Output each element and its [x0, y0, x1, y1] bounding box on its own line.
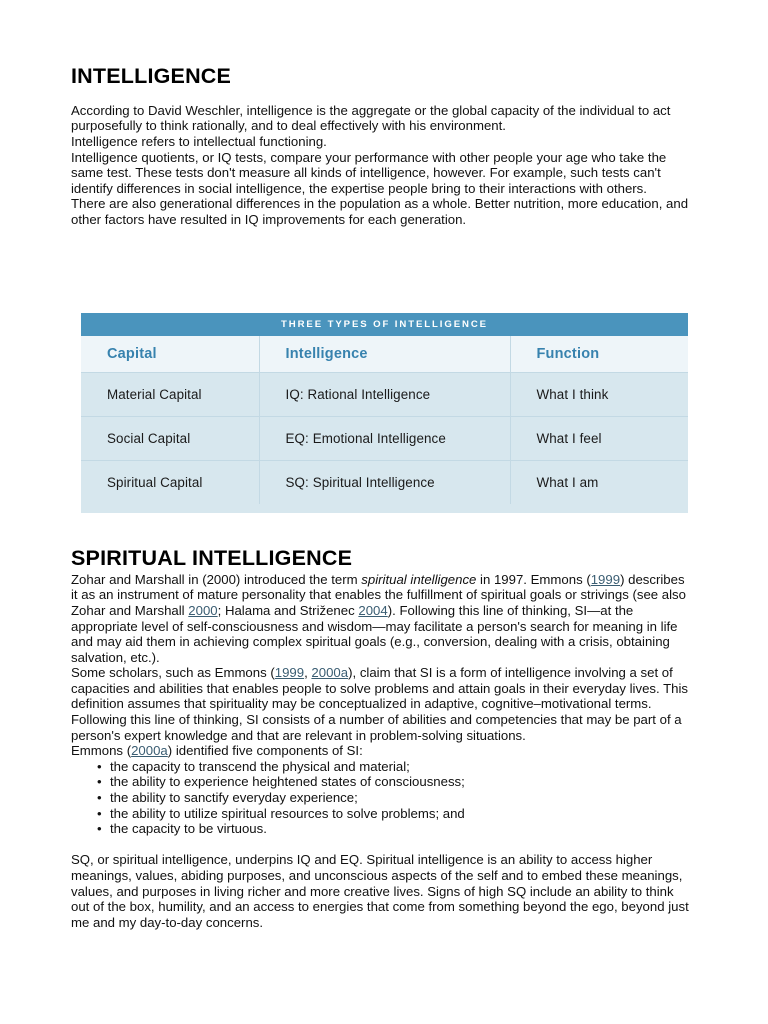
- cell-capital-material: Material Capital: [81, 373, 259, 417]
- bullet-icon: •: [97, 821, 102, 837]
- paragraph-iq-tests: Intelligence quotients, or IQ tests, compare your performance with other people your age who take the same test. These tests don't measure all kinds of intelligence, however. For example, such tests can't identify differences in social intelligence, the expertise people bring to their interactions with others.: [71, 149, 667, 196]
- text-fragment: Emmons (: [71, 743, 132, 759]
- paragraph-intellectual-functioning: Intelligence refers to intellectual functioning.: [71, 133, 327, 149]
- section-title-spiritual-intelligence: SPIRITUAL INTELLIGENCE: [71, 546, 353, 570]
- section-intelligence: [71, 64, 689, 227]
- list-item: [97, 821, 689, 837]
- list-item: [97, 774, 689, 790]
- table-title-row: [81, 313, 688, 336]
- citation-link-1999b[interactable]: 1999: [274, 665, 305, 681]
- citation-link-1999[interactable]: 1999: [590, 571, 621, 587]
- cell-function-feel: What I feel: [510, 417, 688, 461]
- text-fragment: Some scholars, such as Emmons (: [71, 665, 275, 681]
- column-header-function: Function: [510, 336, 688, 373]
- paragraph-emmons-components: [71, 743, 689, 759]
- text-fragment: Zohar and Marshall in (2000) introduced the term: [71, 571, 362, 587]
- paragraph-generational: There are also generational differences in the population as a whole. Better nutrition, more education, and other factors have resulted in IQ improvements for each generation.: [71, 196, 689, 227]
- text-fragment: in 1997. Emmons (: [476, 571, 591, 587]
- text-fragment: ) describes it as an instrument of mature personality that enables the fulfillment of spiritual goals or strivings (see also Zohar and Marshall: [71, 571, 686, 618]
- cell-intelligence-eq: EQ: Emotional Intelligence: [259, 417, 510, 461]
- table-header-row: [81, 336, 688, 373]
- bullet-icon: •: [97, 758, 102, 774]
- table-row: [81, 373, 688, 417]
- cell-intelligence-sq: SQ: Spiritual Intelligence: [259, 461, 510, 505]
- citation-link-2000[interactable]: 2000: [188, 602, 218, 618]
- list-item-label: the ability to utilize spiritual resources to solve problems; and: [110, 805, 465, 821]
- cell-capital-spiritual: Spiritual Capital: [81, 461, 259, 505]
- table-row: [81, 461, 688, 505]
- text-fragment: ). Following this line of thinking, SI—at the appropriate level of self-consciousness and wisdom—may facilitate a person's search for meaning in life and may aid them in achieving complex spiritual goals (e.g., conversion, dealing with a crisis, obtaining salvation, etc.).: [71, 602, 678, 665]
- citation-link-2000a-b[interactable]: 2000a: [131, 743, 168, 759]
- list-item-label: the ability to sanctify everyday experience;: [110, 790, 358, 806]
- text-fragment: ; Halama and Striženec: [217, 602, 359, 618]
- cell-function-am: What I am: [510, 461, 688, 505]
- section-spiritual-intelligence: [71, 546, 689, 930]
- bullet-icon: •: [97, 774, 102, 790]
- list-item-label: the capacity to transcend the physical and material;: [110, 758, 410, 774]
- bullet-icon: •: [97, 805, 102, 821]
- list-item: [97, 759, 689, 775]
- list-item-label: the ability to experience heightened states of consciousness;: [110, 774, 465, 790]
- cell-intelligence-iq: IQ: Rational Intelligence: [259, 373, 510, 417]
- cell-capital-social: Social Capital: [81, 417, 259, 461]
- table-bottom-edge: [81, 504, 688, 513]
- paragraph-some-scholars: [71, 665, 689, 743]
- text-fragment: ,: [304, 665, 312, 681]
- paragraph-definition: According to David Weschler, intelligence is the aggregate or the global capacity of the individual to act purposefully to think rationally, and to deal effectively with his environment.: [71, 102, 671, 134]
- citation-link-2000a[interactable]: 2000a: [311, 665, 349, 681]
- italic-term-spiritual-intelligence: spiritual intelligence: [361, 571, 477, 587]
- list-item-label: the capacity to be virtuous.: [110, 821, 267, 837]
- text-fragment: ), claim that SI is a form of intelligence involving a set of capacities and abilities that enables people to solve problems and attain goals in their everyday lives. This definition assumes that spirituality may be conceptualized in adaptive, cognitive–motivational terms. Following this line of thinking, SI consists of a number of abilities and competencies that may be part of a person's expert knowledge and that are relevant in problem-solving situations.: [71, 665, 688, 743]
- citation-link-2004[interactable]: 2004: [358, 602, 388, 618]
- paragraph-sq-underpins: SQ, or spiritual intelligence, underpins IQ and EQ. Spiritual intelligence is an ability to access higher meanings, values, abiding purposes, and unconscious aspects of the self and to embed these meanings, values, and purposes in living richer and more creative lives. Signs of high SQ include an ability to think out of the box, humility, and an access to energies that come from something beyond the ego, beyond just me and my day-to-day concerns.: [71, 852, 689, 930]
- text-fragment: ) identified five components of SI:: [167, 743, 363, 759]
- bullet-icon: •: [97, 790, 102, 806]
- column-header-capital: Capital: [81, 336, 259, 373]
- table-title: THREE TYPES OF INTELLIGENCE: [81, 313, 688, 336]
- list-item: [97, 806, 689, 822]
- three-types-of-intelligence-table: [81, 313, 688, 513]
- column-header-intelligence: Intelligence: [259, 336, 510, 373]
- si-components-list: [71, 759, 689, 837]
- table-row: [81, 417, 688, 461]
- page-title: INTELLIGENCE: [71, 64, 232, 88]
- list-item: [97, 790, 689, 806]
- cell-function-think: What I think: [510, 373, 688, 417]
- paragraph-zohar-marshall: [71, 572, 689, 666]
- paragraph-spacer: [71, 837, 689, 853]
